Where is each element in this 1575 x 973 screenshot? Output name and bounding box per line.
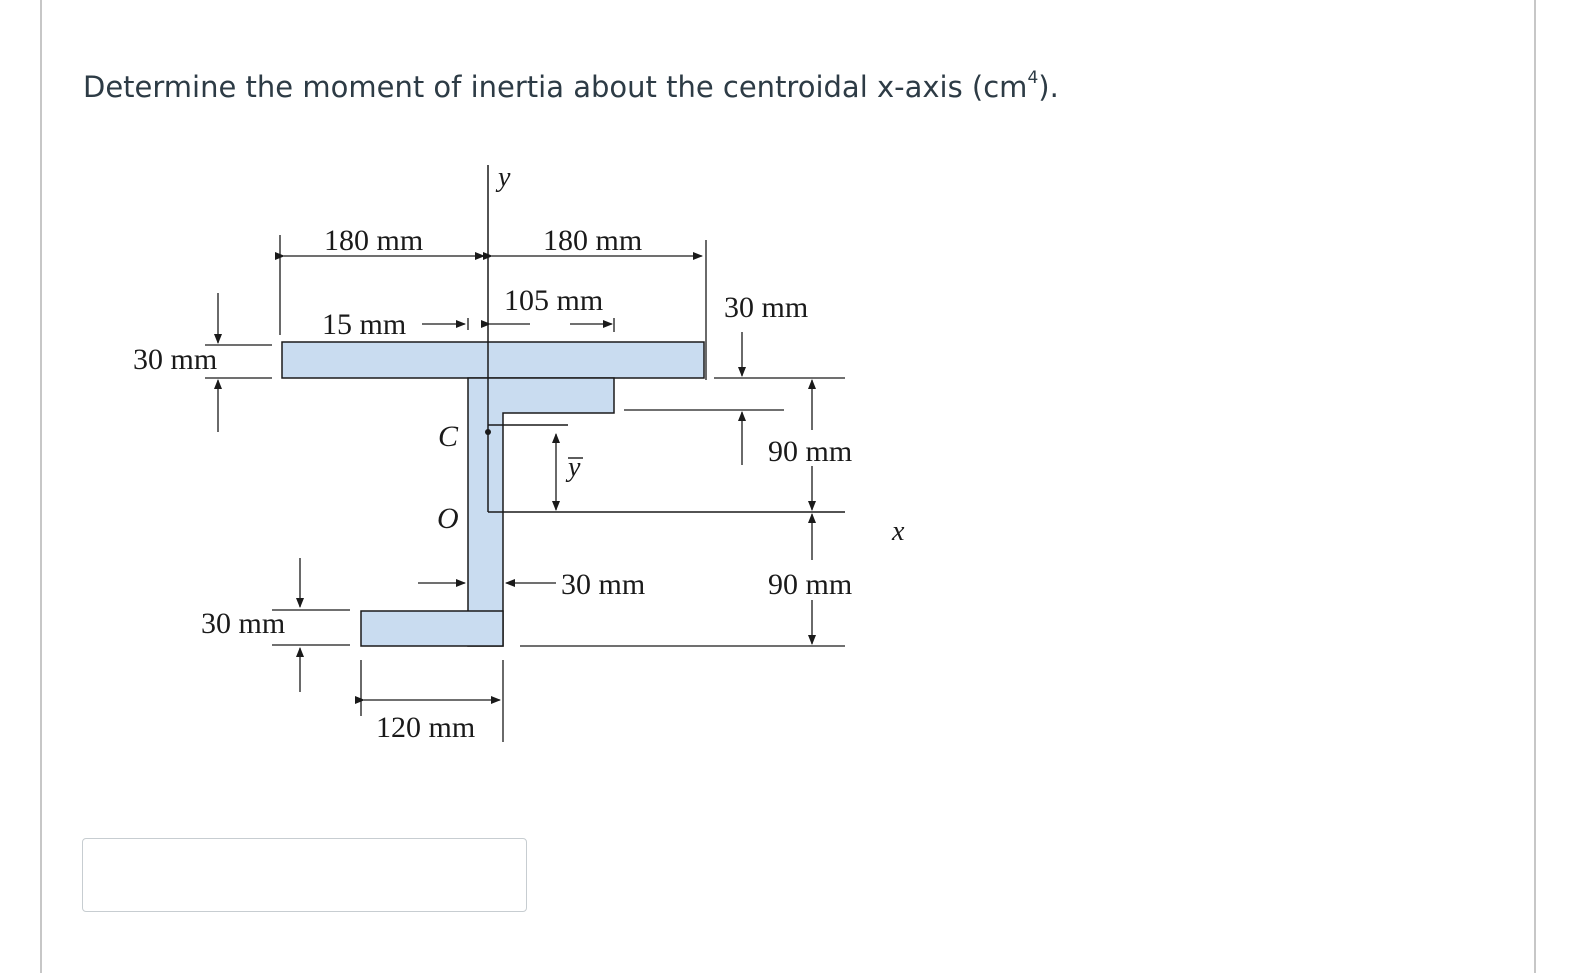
dim-offset-105: 105 mm bbox=[504, 284, 604, 317]
y-axis-label: y bbox=[498, 162, 511, 193]
bottom-flange bbox=[361, 611, 503, 646]
dim-top-left-width: 180 mm bbox=[324, 224, 424, 257]
question-main: Determine the moment of inertia about the centroidal x-axis (cm bbox=[83, 70, 1028, 104]
question-superscript: 4 bbox=[1027, 68, 1039, 89]
dim-right-flange-thickness: 30 mm bbox=[724, 291, 809, 324]
dim-web-thickness: 30 mm bbox=[561, 568, 646, 601]
dim-top-flange-thickness: 30 mm bbox=[133, 343, 218, 376]
dim-offset-15: 15 mm bbox=[322, 308, 407, 341]
dim-bottom-flange-width: 120 mm bbox=[376, 711, 476, 744]
x-axis-label: x bbox=[892, 516, 905, 547]
answer-input[interactable] bbox=[82, 838, 527, 912]
dim-lower-height: 90 mm bbox=[768, 568, 853, 601]
origin-label: O bbox=[437, 502, 459, 535]
centroid-label: C bbox=[438, 420, 459, 453]
dim-bottom-flange-thickness: 30 mm bbox=[201, 607, 286, 640]
question-suffix: ). bbox=[1038, 70, 1059, 104]
centroid-point bbox=[485, 429, 491, 435]
y-bar-label: y bbox=[568, 452, 581, 483]
dim-upper-height: 90 mm bbox=[768, 435, 853, 468]
dim-top-right-width: 180 mm bbox=[543, 224, 643, 257]
top-flange bbox=[282, 342, 704, 378]
